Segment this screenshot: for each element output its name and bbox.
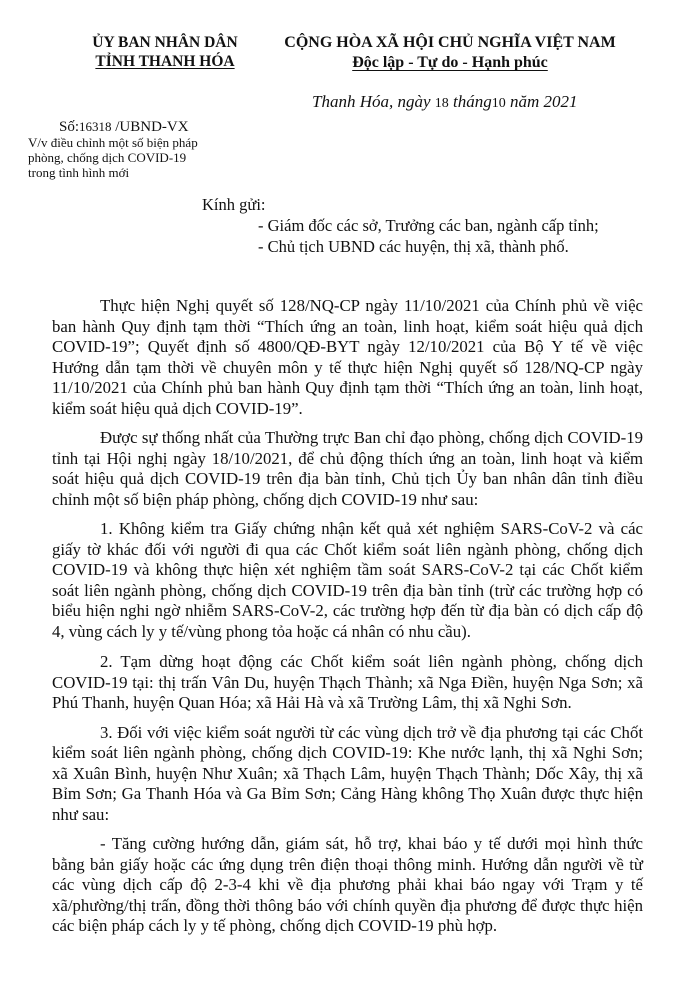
national-motto: Độc lập - Tự do - Hạnh phúc (352, 54, 548, 71)
country-name: CỘNG HÒA XÃ HỘI CHỦ NGHĨA VIỆT NAM (284, 34, 616, 51)
paragraph-item-1: 1. Không kiểm tra Giấy chứng nhận kết quả xét nghiệm SARS-CoV-2 và các giấy tờ khác đối với người đi qua các Chốt kiểm soát liên ngành phòng, chống dịch COVID-19 và không thực hiện xét nghiệm tầm soát SARS-CoV-2 tại các Chốt kiểm soát liên ngành phòng, chống dịch COVID-19 trên địa bàn tỉnh (trừ các trường hợp có biểu hiện nghi ngờ nhiễm SARS-CoV-2, các trường hợp đến từ địa bàn có dịch cấp độ 4, vùng cách ly y tế/vùng phong tỏa hoặc cá nhân có nhu cầu). (52, 519, 643, 641)
agency-line-2: TỈNH THANH HÓA (95, 53, 235, 70)
document-number (59, 119, 189, 136)
subject-line-1: V/v điều chỉnh một số biện pháp (28, 135, 198, 150)
paragraph-2: Được sự thống nhất của Thường trực Ban chỉ đạo phòng, chống dịch COVID-19 tỉnh tại Hội nghị ngày 18/10/2021, để chủ động thích ứng an toàn, linh hoạt và kiểm soát hiệu quả dịch COVID-19 trên địa bàn tỉnh, Chủ tịch Ủy ban nhân dân tỉnh điều chỉnh một số biện pháp phòng, chống dịch COVID-19 như sau: (52, 428, 643, 509)
recipient-line-1: - Giám đốc các sở, Trưởng các ban, ngành cấp tỉnh; (258, 216, 599, 235)
date-month: 10 (491, 96, 506, 111)
subject-line-3: trong tình hình mới (28, 165, 130, 180)
recipient-line-2: - Chủ tịch UBND các huyện, thị xã, thành phố. (258, 237, 569, 256)
national-header (262, 33, 638, 73)
place-prefix: Thanh Hóa, ngày (312, 92, 431, 111)
number-value: 16318 (79, 119, 112, 134)
subject-line-2: phòng, chống dịch COVID-19 (28, 150, 187, 165)
month-label: tháng (453, 92, 492, 111)
document-subject (28, 135, 258, 180)
paragraph-item-3-bullet-1: - Tăng cường hướng dẫn, giám sát, hỗ trợ, khai báo y tế dưới mọi hình thức bằng bản giấy hoặc các ứng dụng trên điện thoại thông minh. Hướng dẫn người về từ các vùng dịch cấp độ 2-3-4 khi về địa phương phải khai báo ngay với Trạm y tế xã/phường/thị trấn, đồng thời thông báo với chính quyền địa phương để được thực hiện các biện pháp cách ly y tế phòng, chống dịch COVID-19 phù hợp. (52, 834, 643, 935)
recipients-label: Kính gửi: (202, 195, 266, 214)
document-body (52, 296, 643, 946)
place-and-date (312, 92, 578, 112)
paragraph-item-2: 2. Tạm dừng hoạt động các Chốt kiểm soát liên ngành phòng, chống dịch COVID-19 tại: thị trấn Vân Du, huyện Thạch Thành; xã Nga Điền, huyện Nga Sơn; xã Phú Thanh, huyện Quan Hóa; xã Hải Hà và xã Trường Lâm, thị xã Nghi Sơn. (52, 652, 643, 712)
paragraph-1: Thực hiện Nghị quyết số 128/NQ-CP ngày 11/10/2021 của Chính phủ về việc ban hành Quy định tạm thời “Thích ứng an toàn, linh hoạt, kiểm soát hiệu quả dịch COVID-19”; Quyết định số 4800/QĐ-BYT ngày 12/10/2021 của Bộ Y tế về việc Hướng dẫn tạm thời về chuyên môn y tế thực hiện Nghị quyết số 128/NQ-CP ngày 11/10/2021 của Chính phủ ban hành Quy định tạm thời “Thích ứng an toàn, linh hoạt, kiểm soát hiệu quả dịch COVID-19”. (52, 296, 643, 418)
number-prefix: Số: (59, 119, 80, 135)
year-label: năm 2021 (510, 92, 578, 111)
issuing-agency (60, 33, 270, 71)
paragraph-item-3: 3. Đối với việc kiểm soát người từ các vùng dịch trở về địa phương tại các Chốt kiểm soát liên ngành phòng, chống dịch COVID-19: Khe nước lạnh, thị xã Nghi Sơn; xã Xuân Bình, huyện Như Xuân; xã Thạch Lâm, huyện Thạch Thành; Dốc Xây, thị xã Bỉm Sơn; Ga Thanh Hóa và Ga Bỉm Sơn; Cảng Hàng không Thọ Xuân được thực hiện như sau: (52, 722, 643, 824)
number-suffix: /UBND-VX (115, 119, 189, 135)
agency-line-1: ỦY BAN NHÂN DÂN (92, 34, 238, 51)
date-day: 18 (434, 96, 449, 111)
